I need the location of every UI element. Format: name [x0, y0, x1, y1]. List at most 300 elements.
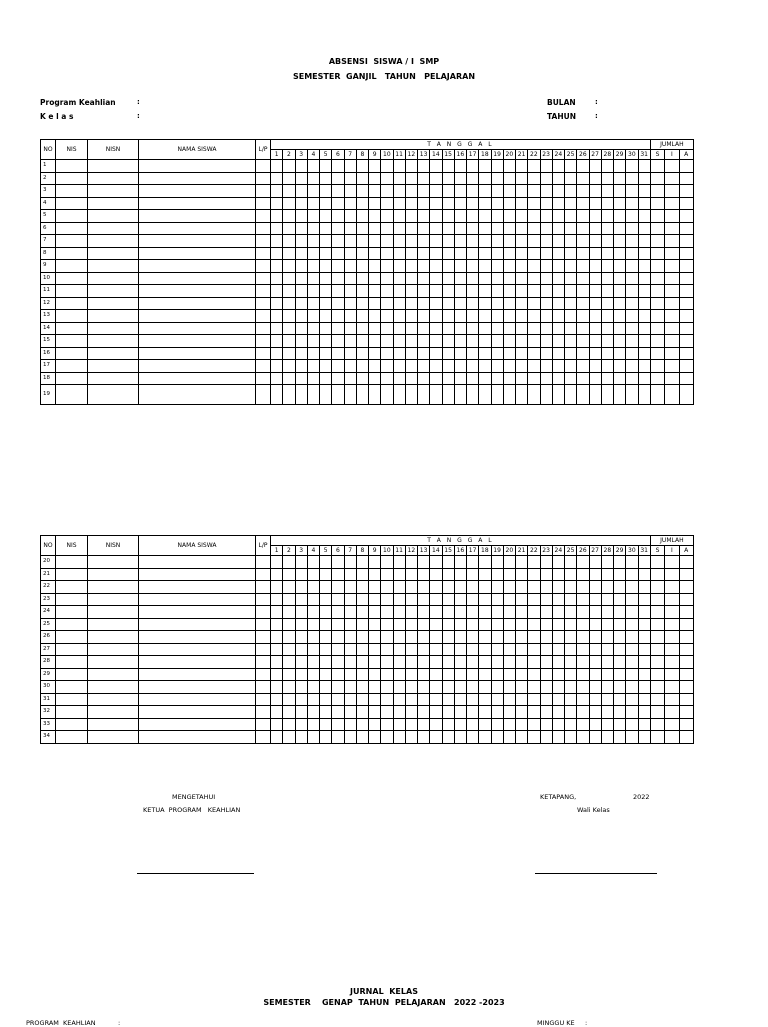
table-cell[interactable]	[528, 385, 540, 405]
table-cell[interactable]	[528, 706, 540, 719]
table-cell[interactable]	[344, 668, 356, 681]
table-cell[interactable]	[540, 272, 552, 285]
table-cell[interactable]	[540, 372, 552, 385]
table-cell[interactable]	[381, 606, 393, 619]
table-cell[interactable]	[295, 172, 307, 185]
table-cell[interactable]	[405, 360, 417, 373]
table-cell[interactable]	[467, 668, 479, 681]
table-cell[interactable]	[614, 618, 626, 631]
table-cell[interactable]	[356, 385, 368, 405]
table-cell[interactable]	[369, 322, 381, 335]
table-cell[interactable]	[320, 160, 332, 173]
table-cell[interactable]	[679, 247, 693, 260]
table-cell[interactable]	[271, 310, 283, 323]
table-cell[interactable]	[577, 335, 589, 348]
table-cell[interactable]	[344, 310, 356, 323]
table-cell[interactable]	[295, 247, 307, 260]
table-cell[interactable]	[479, 285, 491, 298]
table-cell[interactable]	[307, 593, 319, 606]
table-cell[interactable]	[88, 160, 139, 173]
table-cell[interactable]	[271, 706, 283, 719]
table-cell[interactable]	[540, 347, 552, 360]
table-cell[interactable]	[454, 322, 466, 335]
table-cell[interactable]	[307, 310, 319, 323]
table-cell[interactable]	[479, 160, 491, 173]
table-cell[interactable]	[256, 360, 271, 373]
table-cell[interactable]	[139, 310, 256, 323]
table-cell[interactable]	[393, 681, 405, 694]
table-cell[interactable]	[369, 581, 381, 594]
table-cell[interactable]	[565, 372, 577, 385]
table-cell[interactable]	[540, 731, 552, 744]
table-cell[interactable]	[479, 185, 491, 198]
table-cell[interactable]	[256, 260, 271, 273]
table-cell[interactable]	[491, 185, 503, 198]
table-cell[interactable]	[516, 593, 528, 606]
table-cell[interactable]	[271, 606, 283, 619]
table-cell[interactable]	[614, 643, 626, 656]
table-cell[interactable]	[295, 222, 307, 235]
table-cell[interactable]	[381, 272, 393, 285]
table-cell[interactable]	[601, 385, 613, 405]
table-cell[interactable]	[295, 731, 307, 744]
table-cell[interactable]	[283, 681, 295, 694]
table-cell[interactable]	[418, 731, 430, 744]
table-cell[interactable]	[626, 222, 638, 235]
table-cell[interactable]	[381, 668, 393, 681]
table-cell[interactable]	[295, 322, 307, 335]
table-cell[interactable]	[565, 681, 577, 694]
table-cell[interactable]	[405, 322, 417, 335]
table-cell[interactable]	[139, 372, 256, 385]
table-cell[interactable]	[454, 731, 466, 744]
table-cell[interactable]	[479, 210, 491, 223]
table-cell[interactable]	[405, 372, 417, 385]
table-cell[interactable]	[283, 260, 295, 273]
table-cell[interactable]	[650, 360, 664, 373]
table-cell[interactable]	[430, 185, 442, 198]
table-cell[interactable]	[665, 335, 679, 348]
table-cell[interactable]	[577, 372, 589, 385]
table-cell[interactable]	[540, 581, 552, 594]
table-cell[interactable]	[320, 606, 332, 619]
table-cell[interactable]	[256, 335, 271, 348]
table-cell[interactable]	[626, 160, 638, 173]
table-cell[interactable]	[665, 297, 679, 310]
table-cell[interactable]	[503, 285, 515, 298]
table-cell[interactable]	[577, 197, 589, 210]
table-cell[interactable]	[332, 285, 344, 298]
table-cell[interactable]	[405, 706, 417, 719]
table-cell[interactable]	[601, 372, 613, 385]
table-cell[interactable]	[650, 668, 664, 681]
table-cell[interactable]	[139, 297, 256, 310]
table-cell[interactable]	[393, 247, 405, 260]
table-cell[interactable]	[393, 385, 405, 405]
table-cell[interactable]	[577, 643, 589, 656]
table-cell[interactable]	[503, 272, 515, 285]
table-cell[interactable]	[601, 235, 613, 248]
table-cell[interactable]	[638, 556, 650, 569]
table-cell[interactable]	[418, 235, 430, 248]
table-cell[interactable]	[344, 593, 356, 606]
table-cell[interactable]	[540, 285, 552, 298]
table-cell[interactable]	[454, 643, 466, 656]
table-cell[interactable]	[650, 731, 664, 744]
table-cell[interactable]	[479, 197, 491, 210]
table-cell[interactable]	[552, 247, 564, 260]
table-cell[interactable]	[430, 335, 442, 348]
table-cell[interactable]	[393, 185, 405, 198]
table-cell[interactable]	[650, 160, 664, 173]
table-cell[interactable]	[479, 668, 491, 681]
table-cell[interactable]	[577, 297, 589, 310]
table-cell[interactable]	[405, 618, 417, 631]
table-cell[interactable]	[601, 606, 613, 619]
table-cell[interactable]	[88, 581, 139, 594]
table-cell[interactable]	[332, 706, 344, 719]
table-cell[interactable]	[503, 706, 515, 719]
table-cell[interactable]	[589, 706, 601, 719]
table-cell[interactable]	[369, 618, 381, 631]
table-cell[interactable]	[479, 260, 491, 273]
table-cell[interactable]	[565, 247, 577, 260]
table-cell[interactable]	[540, 385, 552, 405]
table-cell[interactable]	[650, 556, 664, 569]
table-cell[interactable]	[332, 681, 344, 694]
table-cell[interactable]	[679, 360, 693, 373]
table-cell[interactable]	[638, 581, 650, 594]
table-cell[interactable]	[614, 347, 626, 360]
table-cell[interactable]	[552, 322, 564, 335]
table-cell[interactable]	[679, 285, 693, 298]
table-cell[interactable]	[393, 593, 405, 606]
table-cell[interactable]	[528, 681, 540, 694]
table-cell[interactable]	[528, 731, 540, 744]
table-cell[interactable]	[516, 310, 528, 323]
table-cell[interactable]	[614, 706, 626, 719]
table-cell[interactable]	[307, 335, 319, 348]
table-cell[interactable]	[344, 285, 356, 298]
table-cell[interactable]	[344, 718, 356, 731]
table-cell[interactable]	[369, 297, 381, 310]
table-cell[interactable]	[283, 581, 295, 594]
table-cell[interactable]	[283, 272, 295, 285]
table-cell[interactable]	[283, 360, 295, 373]
table-cell[interactable]	[356, 693, 368, 706]
table-cell[interactable]	[516, 385, 528, 405]
table-cell[interactable]	[638, 385, 650, 405]
table-cell[interactable]	[454, 260, 466, 273]
table-cell[interactable]	[271, 285, 283, 298]
table-cell[interactable]	[503, 718, 515, 731]
table-cell[interactable]	[381, 197, 393, 210]
table-cell[interactable]	[679, 618, 693, 631]
table-cell[interactable]	[369, 360, 381, 373]
table-cell[interactable]	[88, 556, 139, 569]
table-cell[interactable]	[540, 556, 552, 569]
table-cell[interactable]	[283, 643, 295, 656]
table-cell[interactable]	[665, 210, 679, 223]
table-cell[interactable]	[491, 272, 503, 285]
table-cell[interactable]	[491, 606, 503, 619]
table-cell[interactable]	[381, 360, 393, 373]
table-cell[interactable]	[528, 222, 540, 235]
table-cell[interactable]	[577, 222, 589, 235]
table-cell[interactable]	[283, 322, 295, 335]
table-cell[interactable]	[601, 731, 613, 744]
table-cell[interactable]	[665, 656, 679, 669]
table-cell[interactable]	[589, 668, 601, 681]
table-cell[interactable]	[626, 335, 638, 348]
table-cell[interactable]	[356, 260, 368, 273]
table-cell[interactable]	[256, 160, 271, 173]
table-cell[interactable]	[516, 731, 528, 744]
table-cell[interactable]	[405, 681, 417, 694]
table-cell[interactable]	[430, 310, 442, 323]
table-cell[interactable]	[601, 618, 613, 631]
table-cell[interactable]	[614, 385, 626, 405]
table-cell[interactable]	[467, 272, 479, 285]
table-cell[interactable]	[393, 260, 405, 273]
table-cell[interactable]	[638, 272, 650, 285]
table-cell[interactable]	[393, 160, 405, 173]
table-cell[interactable]	[516, 693, 528, 706]
table-cell[interactable]	[256, 731, 271, 744]
table-cell[interactable]	[442, 643, 454, 656]
table-cell[interactable]	[679, 322, 693, 335]
table-cell[interactable]	[626, 693, 638, 706]
table-cell[interactable]	[88, 222, 139, 235]
table-cell[interactable]	[88, 272, 139, 285]
table-cell[interactable]	[601, 360, 613, 373]
table-cell[interactable]	[540, 160, 552, 173]
table-cell[interactable]	[577, 260, 589, 273]
table-cell[interactable]	[442, 185, 454, 198]
table-cell[interactable]	[552, 335, 564, 348]
table-cell[interactable]	[479, 247, 491, 260]
table-cell[interactable]	[503, 372, 515, 385]
table-cell[interactable]	[418, 643, 430, 656]
table-cell[interactable]	[454, 556, 466, 569]
table-cell[interactable]	[56, 197, 88, 210]
table-cell[interactable]	[552, 718, 564, 731]
table-cell[interactable]	[589, 360, 601, 373]
table-cell[interactable]	[650, 172, 664, 185]
table-cell[interactable]	[418, 360, 430, 373]
table-cell[interactable]	[307, 693, 319, 706]
table-cell[interactable]	[491, 618, 503, 631]
table-cell[interactable]	[271, 197, 283, 210]
table-cell[interactable]	[139, 185, 256, 198]
table-cell[interactable]	[139, 222, 256, 235]
table-cell[interactable]	[442, 210, 454, 223]
table-cell[interactable]	[614, 668, 626, 681]
table-cell[interactable]	[626, 593, 638, 606]
table-cell[interactable]	[418, 693, 430, 706]
table-cell[interactable]	[320, 593, 332, 606]
table-cell[interactable]	[393, 360, 405, 373]
table-cell[interactable]	[307, 731, 319, 744]
table-cell[interactable]	[430, 222, 442, 235]
table-cell[interactable]	[614, 272, 626, 285]
table-cell[interactable]	[295, 656, 307, 669]
table-cell[interactable]	[679, 222, 693, 235]
table-cell[interactable]	[491, 731, 503, 744]
table-cell[interactable]	[540, 260, 552, 273]
table-cell[interactable]	[665, 681, 679, 694]
table-cell[interactable]	[665, 606, 679, 619]
table-cell[interactable]	[540, 197, 552, 210]
table-cell[interactable]	[381, 322, 393, 335]
table-cell[interactable]	[271, 172, 283, 185]
table-cell[interactable]	[638, 706, 650, 719]
table-cell[interactable]	[679, 260, 693, 273]
table-cell[interactable]	[283, 185, 295, 198]
table-cell[interactable]	[679, 160, 693, 173]
table-cell[interactable]	[256, 656, 271, 669]
table-cell[interactable]	[552, 372, 564, 385]
table-cell[interactable]	[516, 681, 528, 694]
table-cell[interactable]	[503, 556, 515, 569]
table-cell[interactable]	[577, 247, 589, 260]
table-cell[interactable]	[503, 731, 515, 744]
table-cell[interactable]	[56, 172, 88, 185]
table-cell[interactable]	[491, 322, 503, 335]
table-cell[interactable]	[665, 631, 679, 644]
table-cell[interactable]	[516, 581, 528, 594]
table-cell[interactable]	[271, 335, 283, 348]
table-cell[interactable]	[271, 260, 283, 273]
table-cell[interactable]	[650, 656, 664, 669]
table-cell[interactable]	[589, 681, 601, 694]
table-cell[interactable]	[307, 172, 319, 185]
table-cell[interactable]	[271, 568, 283, 581]
table-cell[interactable]	[405, 160, 417, 173]
table-cell[interactable]	[356, 347, 368, 360]
table-cell[interactable]	[601, 347, 613, 360]
table-cell[interactable]	[589, 631, 601, 644]
table-cell[interactable]	[356, 335, 368, 348]
table-cell[interactable]	[56, 360, 88, 373]
table-cell[interactable]	[356, 322, 368, 335]
table-cell[interactable]	[491, 210, 503, 223]
table-cell[interactable]	[665, 235, 679, 248]
table-cell[interactable]	[344, 185, 356, 198]
table-cell[interactable]	[491, 643, 503, 656]
table-cell[interactable]	[638, 681, 650, 694]
table-cell[interactable]	[356, 172, 368, 185]
table-cell[interactable]	[565, 385, 577, 405]
table-cell[interactable]	[418, 631, 430, 644]
table-cell[interactable]	[638, 718, 650, 731]
table-cell[interactable]	[139, 160, 256, 173]
table-cell[interactable]	[516, 285, 528, 298]
table-cell[interactable]	[320, 731, 332, 744]
table-cell[interactable]	[139, 360, 256, 373]
table-cell[interactable]	[565, 568, 577, 581]
table-cell[interactable]	[430, 643, 442, 656]
table-cell[interactable]	[503, 643, 515, 656]
table-cell[interactable]	[626, 618, 638, 631]
table-cell[interactable]	[442, 385, 454, 405]
table-cell[interactable]	[332, 656, 344, 669]
table-cell[interactable]	[601, 272, 613, 285]
table-cell[interactable]	[88, 172, 139, 185]
table-cell[interactable]	[88, 197, 139, 210]
table-cell[interactable]	[283, 693, 295, 706]
table-cell[interactable]	[56, 593, 88, 606]
table-cell[interactable]	[626, 185, 638, 198]
table-cell[interactable]	[467, 731, 479, 744]
table-cell[interactable]	[88, 643, 139, 656]
table-cell[interactable]	[626, 235, 638, 248]
table-cell[interactable]	[679, 693, 693, 706]
table-cell[interactable]	[442, 718, 454, 731]
table-cell[interactable]	[540, 656, 552, 669]
table-cell[interactable]	[56, 347, 88, 360]
table-cell[interactable]	[552, 606, 564, 619]
table-cell[interactable]	[369, 693, 381, 706]
table-cell[interactable]	[307, 235, 319, 248]
table-cell[interactable]	[479, 681, 491, 694]
table-cell[interactable]	[665, 172, 679, 185]
table-cell[interactable]	[88, 210, 139, 223]
table-cell[interactable]	[626, 581, 638, 594]
table-cell[interactable]	[577, 160, 589, 173]
table-cell[interactable]	[356, 210, 368, 223]
table-cell[interactable]	[540, 172, 552, 185]
table-cell[interactable]	[430, 556, 442, 569]
table-cell[interactable]	[369, 731, 381, 744]
table-cell[interactable]	[344, 731, 356, 744]
table-cell[interactable]	[88, 372, 139, 385]
table-cell[interactable]	[295, 693, 307, 706]
table-cell[interactable]	[552, 693, 564, 706]
table-cell[interactable]	[256, 385, 271, 405]
table-cell[interactable]	[528, 631, 540, 644]
table-cell[interactable]	[552, 260, 564, 273]
table-cell[interactable]	[614, 210, 626, 223]
table-cell[interactable]	[332, 731, 344, 744]
table-cell[interactable]	[369, 272, 381, 285]
table-cell[interactable]	[405, 656, 417, 669]
table-cell[interactable]	[381, 556, 393, 569]
table-cell[interactable]	[430, 285, 442, 298]
table-cell[interactable]	[565, 235, 577, 248]
table-cell[interactable]	[479, 693, 491, 706]
table-cell[interactable]	[418, 718, 430, 731]
table-cell[interactable]	[491, 581, 503, 594]
table-cell[interactable]	[516, 568, 528, 581]
table-cell[interactable]	[650, 593, 664, 606]
table-cell[interactable]	[665, 643, 679, 656]
table-cell[interactable]	[295, 360, 307, 373]
table-cell[interactable]	[665, 285, 679, 298]
table-cell[interactable]	[491, 693, 503, 706]
table-cell[interactable]	[467, 706, 479, 719]
table-cell[interactable]	[442, 706, 454, 719]
table-cell[interactable]	[516, 235, 528, 248]
table-cell[interactable]	[454, 197, 466, 210]
table-cell[interactable]	[528, 285, 540, 298]
table-cell[interactable]	[650, 631, 664, 644]
table-cell[interactable]	[479, 706, 491, 719]
table-cell[interactable]	[528, 347, 540, 360]
table-cell[interactable]	[589, 618, 601, 631]
table-cell[interactable]	[139, 631, 256, 644]
table-cell[interactable]	[491, 172, 503, 185]
